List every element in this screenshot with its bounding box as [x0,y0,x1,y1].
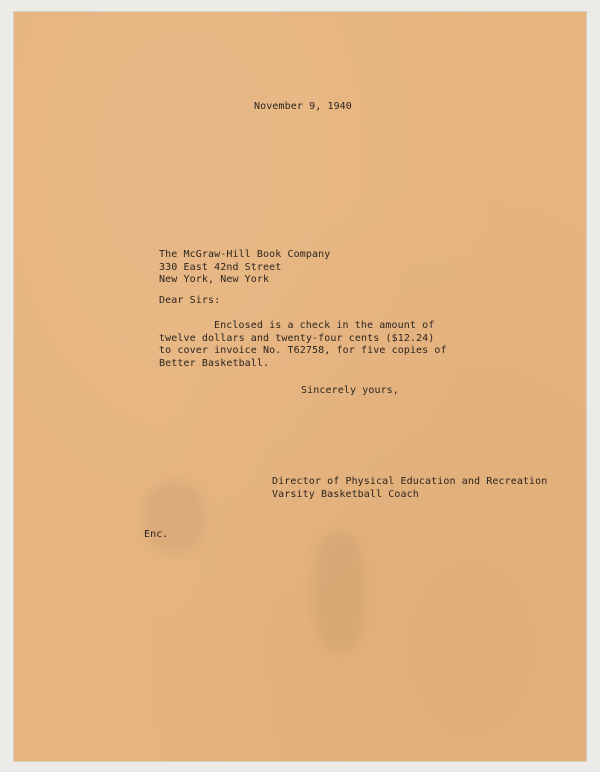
body-line: Enclosed is a check in the amount of [214,320,435,331]
address-line: 330 East 42nd Street [159,261,282,273]
address-line: The McGraw-Hill Book Company [159,249,331,260]
body-line: Better Basketball. [159,357,270,369]
body-line: twelve dollars and twenty-four cents ($12.24) [159,332,435,344]
complimentary-close: Sincerely yours, [301,385,399,396]
recipient-address [159,249,330,287]
letter-paper [14,12,586,761]
ink-smudge [314,532,364,652]
ink-smudge [144,482,204,552]
address-line: New York, New York [159,274,270,285]
letter-date: November 9, 1940 [254,101,352,112]
letter-body [159,320,447,370]
signature-block [272,476,547,501]
signature-title: Director of Physical Education and Recreation [272,476,548,487]
salutation: Dear Sirs: [159,295,221,306]
enclosure-notation: Enc. [144,529,169,540]
body-line: to cover invoice No. T62758, for five copies of [159,345,447,356]
signature-title: Varsity Basketball Coach [272,488,419,500]
